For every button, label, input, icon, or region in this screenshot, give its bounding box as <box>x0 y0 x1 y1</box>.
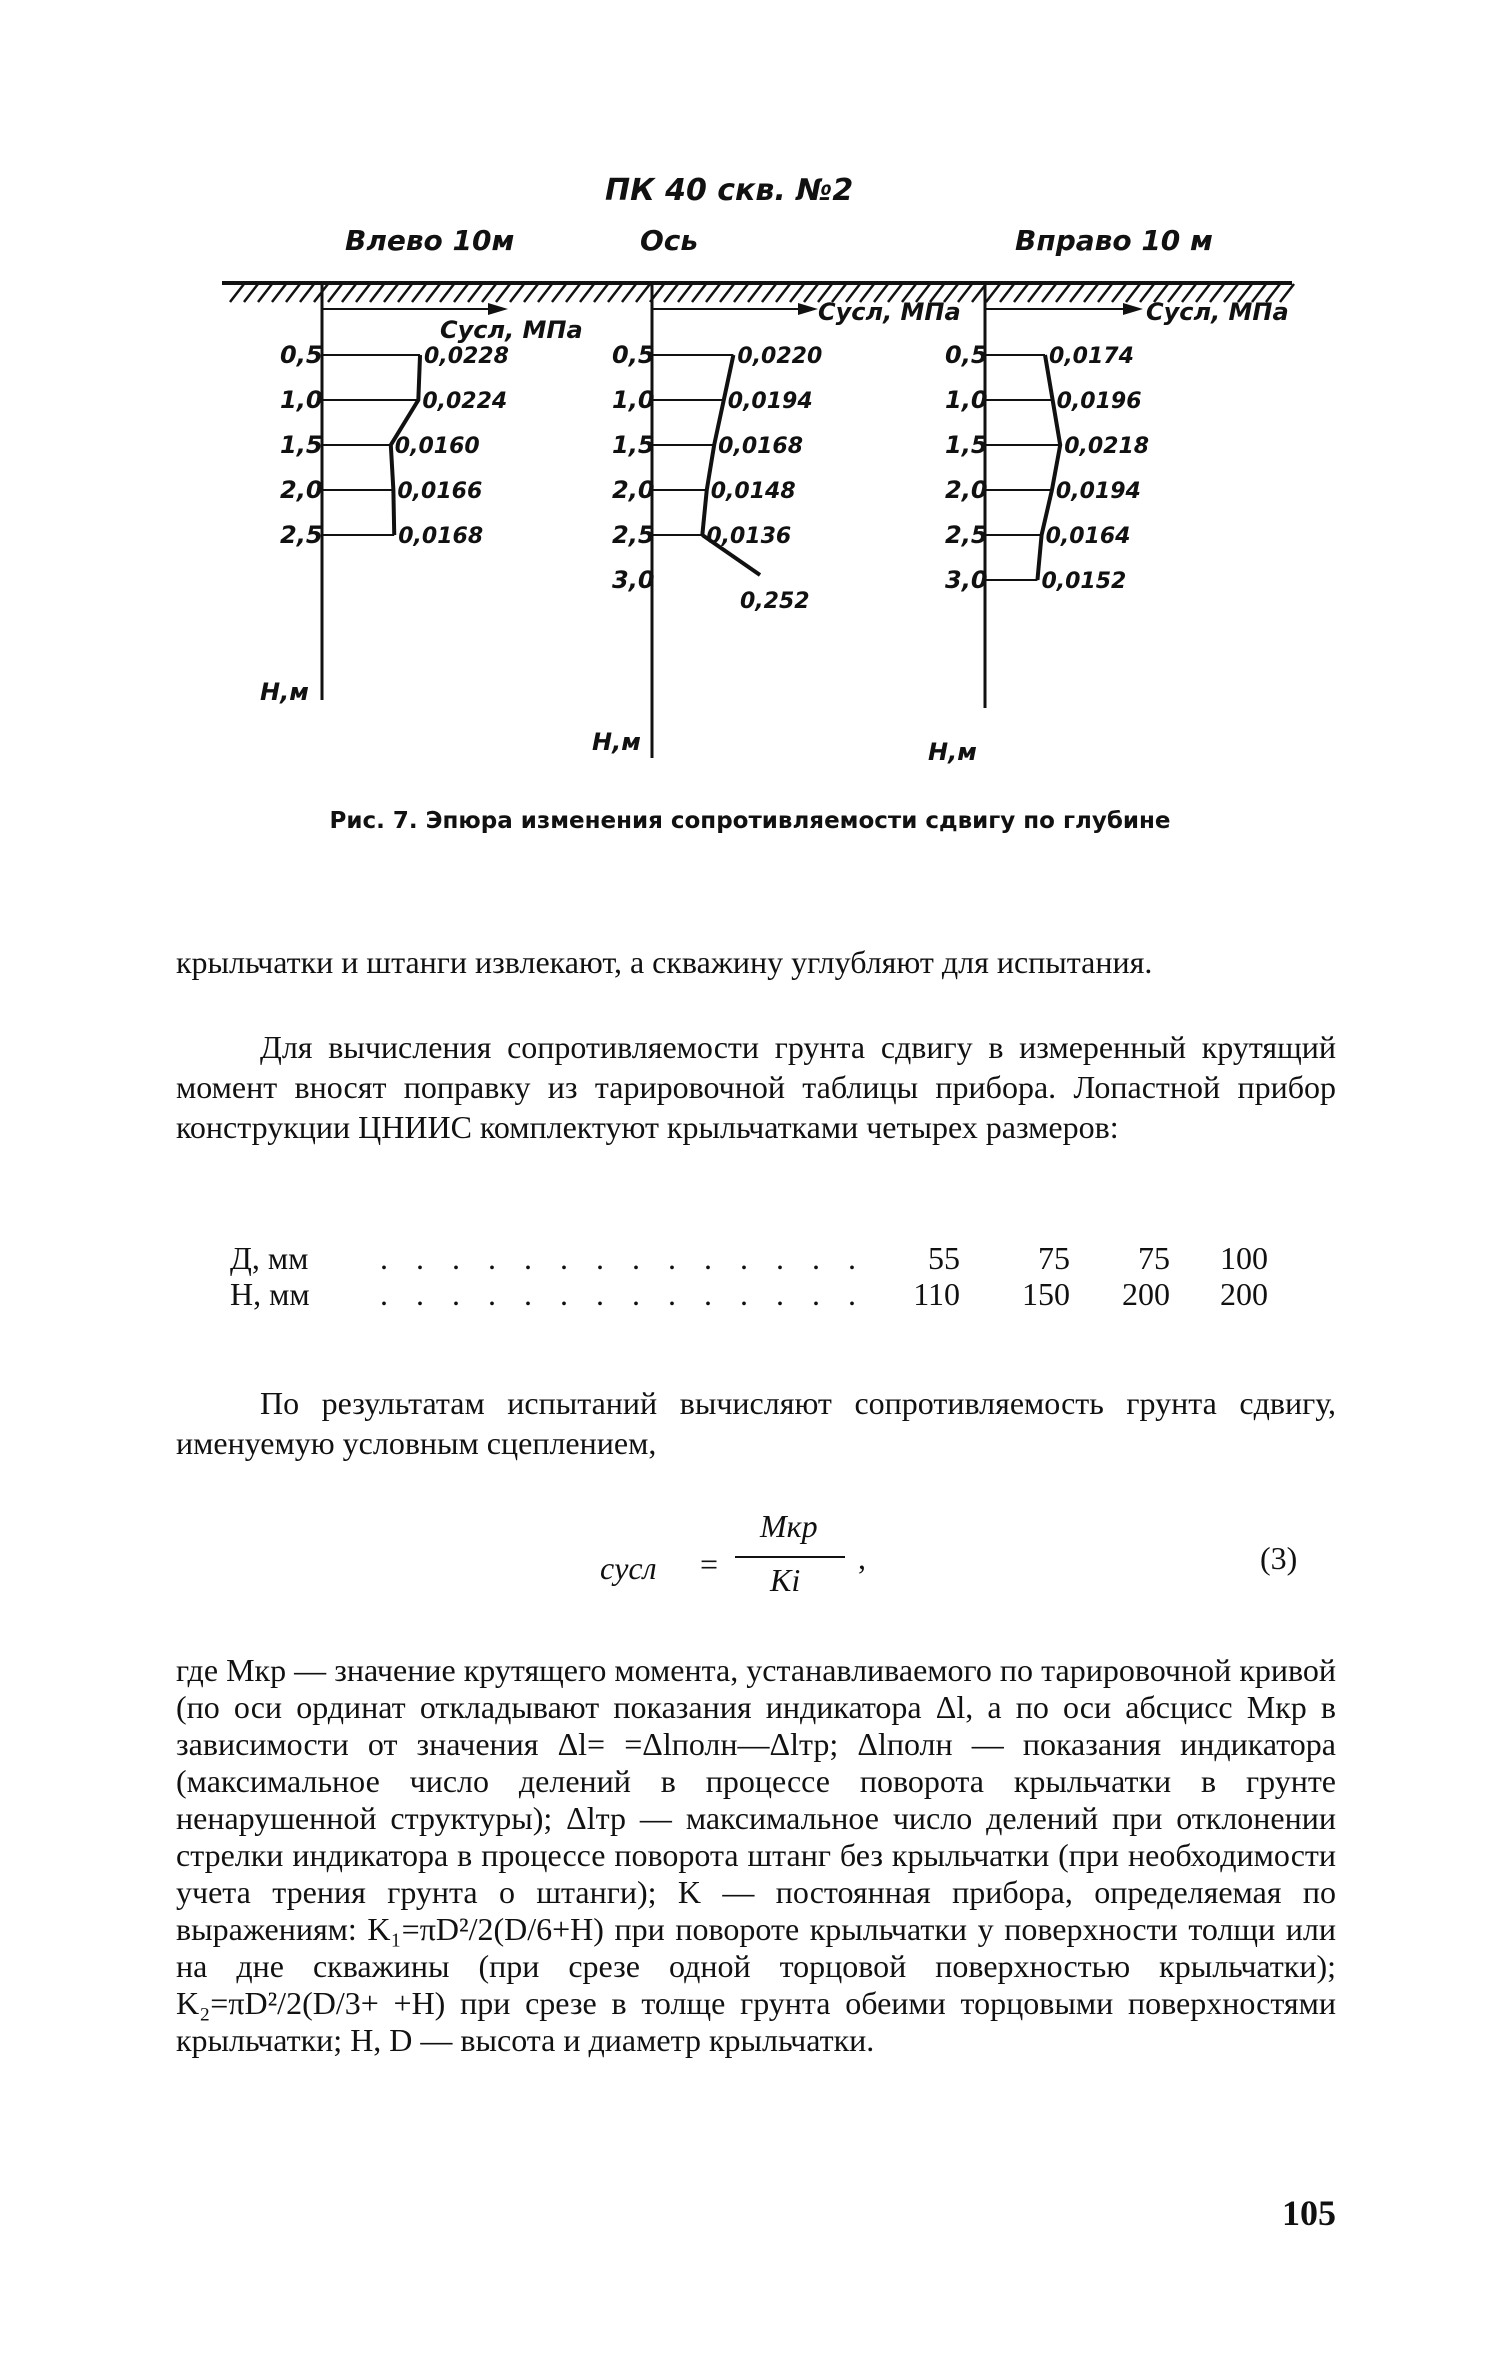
dim-dots: . . . . . . . . . . . . . . <box>380 1240 866 1276</box>
dim-value: 100 <box>1220 1240 1268 1276</box>
left-epure-value-label: 0,0228 <box>424 344 509 369</box>
left-axis-label: Сусл, МПа <box>440 316 583 344</box>
right-epure-depth-tick: 3,0 <box>945 566 988 594</box>
dim-value: 75 <box>1138 1240 1170 1276</box>
center-depth-label: Н,м <box>592 728 641 756</box>
formula-denominator: Ki <box>770 1562 801 1598</box>
formula-number: (3) <box>1260 1540 1298 1576</box>
right-epure-depth-tick: 2,0 <box>945 476 988 504</box>
center-epure-depth-tick: 3,0 <box>612 566 655 594</box>
paragraph-1: крыльчатки и штанги извлекают, а скважину углубляют для испытания. <box>176 944 1153 980</box>
right-epure-depth-tick: 2,5 <box>945 521 988 549</box>
center-epure-depth-tick: 0,5 <box>612 341 655 369</box>
center-epure-value-label: 0,252 <box>740 589 810 614</box>
formula-3: cусл = Mкр Ki , (3) <box>600 1508 1298 1598</box>
formula-lhs: cусл <box>600 1550 657 1586</box>
right-epure-depth-tick: 1,0 <box>945 386 988 414</box>
dim-value: 55 <box>928 1240 960 1276</box>
left-epure-depth-tick: 1,0 <box>280 386 323 414</box>
left-depth-label: Н,м <box>260 678 309 706</box>
figure-caption: Рис. 7. Эпюра изменения сопротивляемости сдвигу по глубине <box>329 808 1171 834</box>
dim-label: Д, мм <box>230 1240 309 1276</box>
dim-value: 200 <box>1220 1276 1268 1312</box>
paragraph-4: где Mкр — значение крутящего момента, устанавливаемого по тарировочной кривой (по оси ординат откладывают показания индикатора Δl, а по оси абсцисс Mкр в зависимости от значения Δl= =Δlполн—Δlтр; Δlполн — показания индикатора (максимальное число делений в процессе поворота крыльчатки в грунте ненарушенной структуры); Δlтр — максимальное число делений при отклонении стрелки индикатора в процессе поворота штанг без крыльчатки (при необходимости учета трения грунта о штанги); K — постоянная прибора, определяемая по выражениям: K₁=πD²/2(D/6+H) при повороте крыльчатки у поверхности толщи или на дне скважины (при срезе одной торцовой поверхностью крыльчатки); K₂=πD²/2(D/3+ +H) при срезе в толще грунта обеими торцовыми поверхностями крыльчатки; H, D — высота и диаметр крыльчатки. <box>176 1652 1336 2058</box>
left-epure-value-label: 0,0224 <box>422 389 508 414</box>
formula-numerator: Mкр <box>760 1508 818 1544</box>
paragraph-3: По результатам испытаний вычисляют сопротивляемость грунта сдвигу, именуемую условным сцеплением, <box>176 1385 1336 1461</box>
left-epure-depth-tick: 1,5 <box>280 431 323 459</box>
figure-title: ПК 40 скв. №2 <box>605 173 854 208</box>
left-epure-depth-tick: 2,0 <box>280 476 323 504</box>
shear-resistance-diagram <box>200 160 1320 800</box>
right-epure-value-label: 0,0174 <box>1049 344 1134 369</box>
center-epure-value-label: 0,0168 <box>718 434 804 459</box>
left-epure-value-label: 0,0166 <box>397 479 483 504</box>
left-epure-value-label: 0,0168 <box>398 524 484 549</box>
right-epure-value-label: 0,0152 <box>1041 569 1127 594</box>
dim-value: 150 <box>1022 1276 1070 1312</box>
right-epure-value-label: 0,0164 <box>1045 524 1131 549</box>
center-epure-depth-tick: 1,5 <box>612 431 655 459</box>
dim-label: Н, мм <box>230 1276 310 1312</box>
page-number: 105 <box>1282 2193 1336 2233</box>
left-epure-value-label: 0,0160 <box>394 434 480 459</box>
right-depth-label: Н,м <box>928 738 977 766</box>
right-epure-depth-tick: 1,5 <box>945 431 988 459</box>
dim-dots: . . . . . . . . . . . . . . <box>380 1276 866 1312</box>
center-axis-label: Сусл, МПа <box>818 298 961 326</box>
right-column-label: Вправо 10 м <box>1015 224 1213 257</box>
right-epure-depth-tick: 0,5 <box>945 341 988 369</box>
center-epure-value-label: 0,0220 <box>737 344 823 369</box>
dim-value: 110 <box>913 1276 960 1312</box>
dim-value: 75 <box>1038 1240 1070 1276</box>
center-epure-value-label: 0,0194 <box>727 389 813 414</box>
left-epure-depth-tick: 2,5 <box>280 521 323 549</box>
right-epure-value-label: 0,0218 <box>1064 434 1150 459</box>
dimension-row-d <box>230 1240 1290 1280</box>
center-epure-value-label: 0,0136 <box>706 524 792 549</box>
right-epure-value-label: 0,0194 <box>1055 479 1141 504</box>
center-epure-depth-tick: 2,0 <box>612 476 655 504</box>
center-epure-depth-tick: 1,0 <box>612 386 655 414</box>
left-column-label: Влево 10м <box>345 224 515 257</box>
left-epure-depth-tick: 0,5 <box>280 341 323 369</box>
center-column-label: Ось <box>640 224 699 257</box>
center-epure-value-label: 0,0148 <box>710 479 796 504</box>
dimension-row-h <box>230 1276 1290 1316</box>
dim-value: 200 <box>1122 1276 1170 1312</box>
right-axis-label: Сусл, МПа <box>1146 298 1289 326</box>
right-epure-value-label: 0,0196 <box>1056 389 1142 414</box>
paragraph-2: Для вычисления сопротивляемости грунта сдвигу в измеренный крутящий момент вносят поправку из тарировочной таблицы прибора. Лопастной прибор конструкции ЦНИИС комплектуют крыльчатками четырех размеров: <box>176 1029 1336 1145</box>
center-epure-depth-tick: 2,5 <box>612 521 655 549</box>
